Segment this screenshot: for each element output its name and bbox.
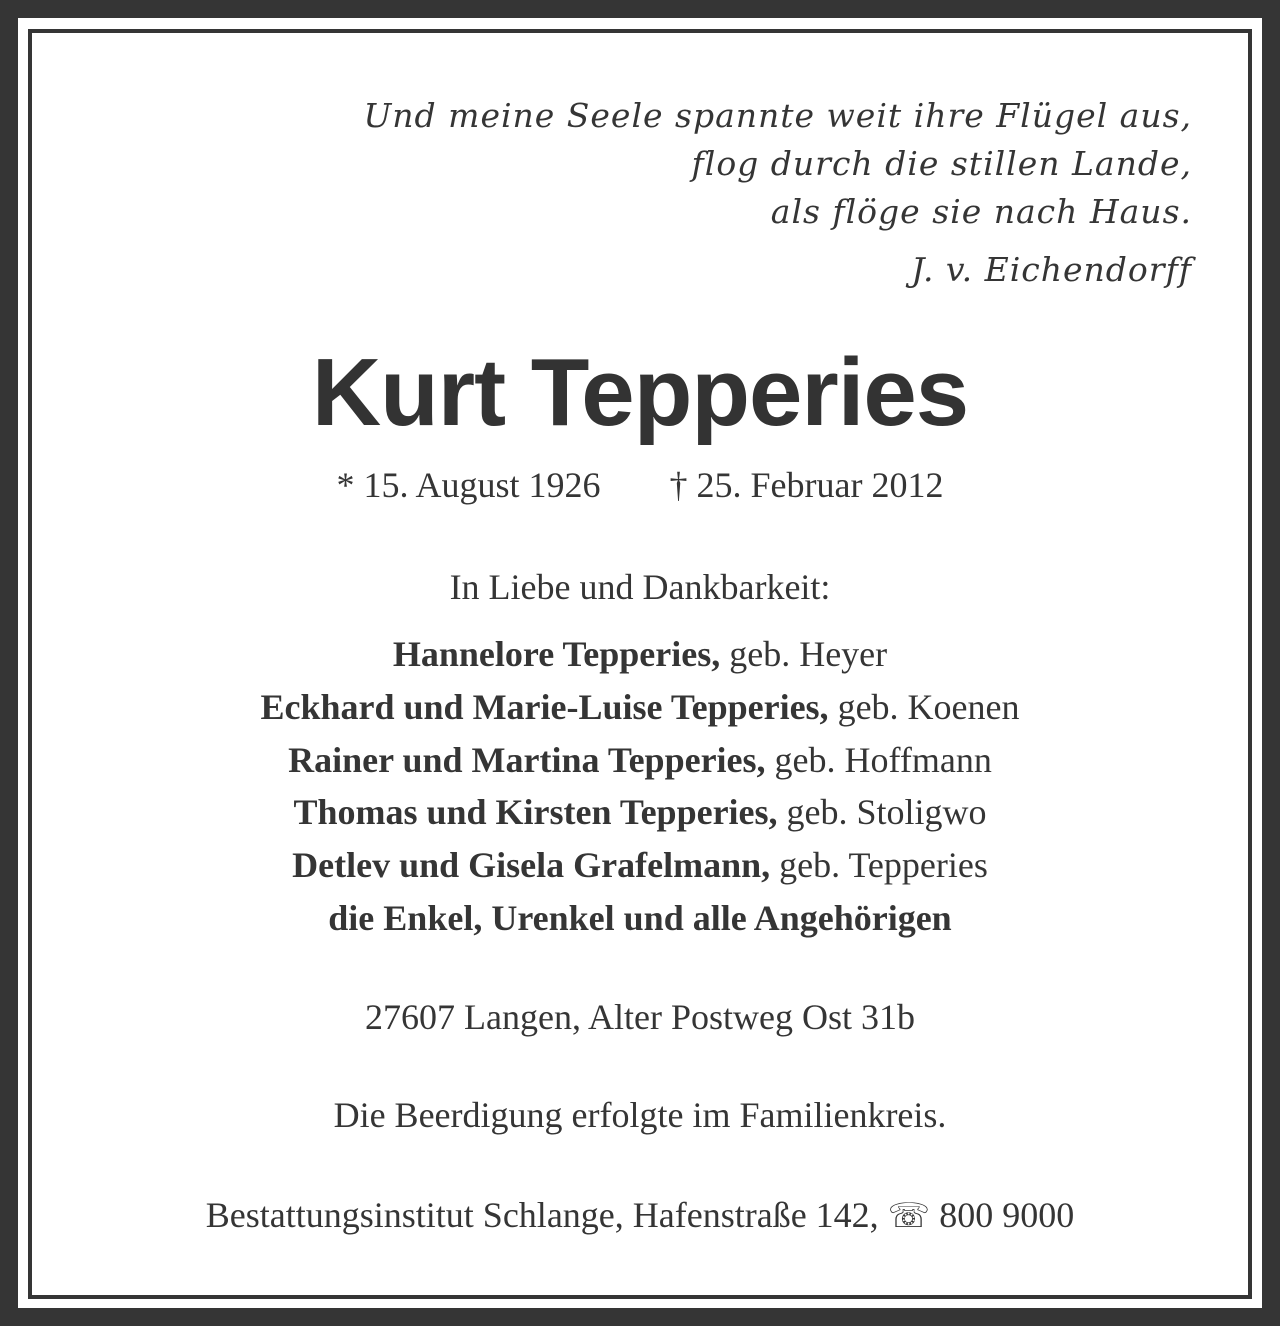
undertaker-text: Bestattungsinstitut Schlange, Hafenstraße 142, xyxy=(205,1195,879,1235)
family-list xyxy=(0,628,1280,945)
thanks-line: In Liebe und Dankbarkeit: xyxy=(449,567,831,607)
family-row xyxy=(0,839,1280,892)
deceased-name: Kurt Tepperies xyxy=(311,339,969,446)
poem-line-3: als flöge sie nach Haus. xyxy=(770,192,1192,231)
family-member-note: geb. Stoligwo xyxy=(777,792,987,833)
poem-line-2: flog durch die stillen Lande, xyxy=(691,144,1192,183)
poem-line-1: Und meine Seele spannte weit ihre Flügel aus, xyxy=(363,96,1192,135)
family-member-note: geb. Koenen xyxy=(828,686,1020,727)
family-member-name: Rainer und Martina Tepperies, xyxy=(288,739,766,780)
family-row xyxy=(0,786,1280,839)
telephone-icon: ☏ xyxy=(887,1198,931,1235)
family-member-name: Eckhard und Marie-Luise Tepperies, xyxy=(260,686,829,727)
family-row xyxy=(0,628,1280,681)
life-dates xyxy=(0,463,1280,507)
family-row xyxy=(0,734,1280,787)
family-member-name: die Enkel, Urenkel und alle Angehörigen xyxy=(328,897,952,938)
family-member-name: Thomas und Kirsten Tepperies, xyxy=(293,792,778,833)
family-row xyxy=(0,892,1280,945)
family-member-name: Hannelore Tepperies, xyxy=(392,634,721,674)
poem-quote xyxy=(363,92,1192,294)
family-member-note: geb. Hoffmann xyxy=(765,739,992,780)
death-date: † 25. Februar 2012 xyxy=(669,465,944,505)
address-line: 27607 Langen, Alter Postweg Ost 31b xyxy=(365,997,915,1037)
poem-author: J. v. Eichendorff xyxy=(911,250,1192,289)
family-member-note: geb. Heyer xyxy=(720,634,888,674)
undertaker-phone: 800 9000 xyxy=(939,1195,1075,1235)
family-member-name: Detlev und Gisela Grafelmann, xyxy=(292,845,771,886)
family-row xyxy=(0,681,1280,734)
family-member-note: geb. Tepperies xyxy=(770,845,988,886)
undertaker-line xyxy=(0,1193,1280,1239)
birth-date: * 15. August 1926 xyxy=(336,465,601,505)
funeral-note: Die Beerdigung erfolgte im Familienkreis. xyxy=(333,1095,947,1135)
